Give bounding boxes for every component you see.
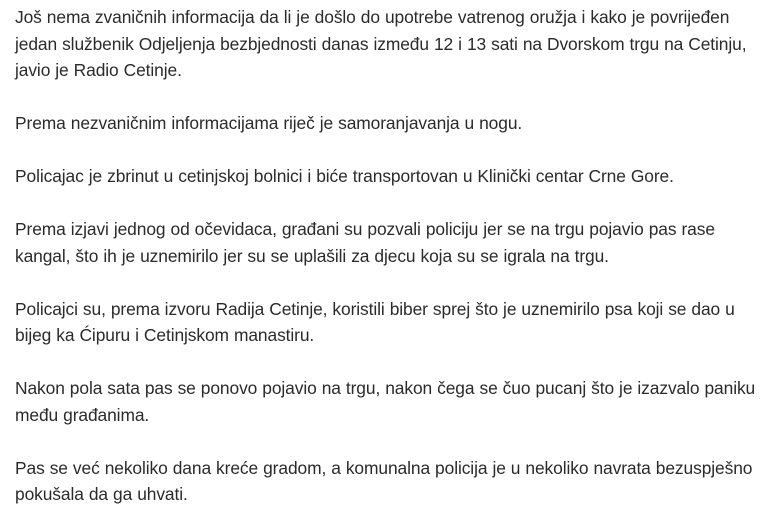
article-paragraph: Nakon pola sata pas se ponovo pojavio na trgu, nakon čega se čuo pucanj što je izazvalo paniku među građanima.: [15, 378, 756, 425]
article-paragraph: Policajac je zbrinut u cetinjskoj bolnici i biće transportovan u Klinički centar Crne Gore.: [15, 166, 674, 186]
article-body: [15, 4, 765, 508]
article-paragraph: Policajci su, prema izvoru Radija Cetinje, koristili biber sprej što je uznemirilo psa koji se dao u bijeg ka Ćipuru i Cetinjskom manastiru.: [15, 298, 735, 345]
article-paragraph: Još nema zvaničnih informacija da li je došlo do upotrebe vatrenog oružja i kako je povrijeđen jedan službenik Odjeljenja bezbjednosti danas između 12 i 13 sati na Dvorskom trgu na Cetinju, javio je Radio Cetinje.: [15, 7, 747, 80]
article-paragraph: Pas se već nekoliko dana kreće gradom, a komunalna policija je u nekoliko navrata bezuspješno pokušala da ga uhvati.: [15, 457, 753, 504]
article-paragraph: Prema izjavi jednog od očevidaca, građani su pozvali policiju jer se na trgu pojavio pas rase kangal, što ih je uznemirilo jer su se uplašili za djecu koja su se igrala na trgu.: [15, 219, 715, 266]
article-paragraph: Prema nezvaničnim informacijama riječ je samoranjavanja u nogu.: [15, 113, 523, 133]
